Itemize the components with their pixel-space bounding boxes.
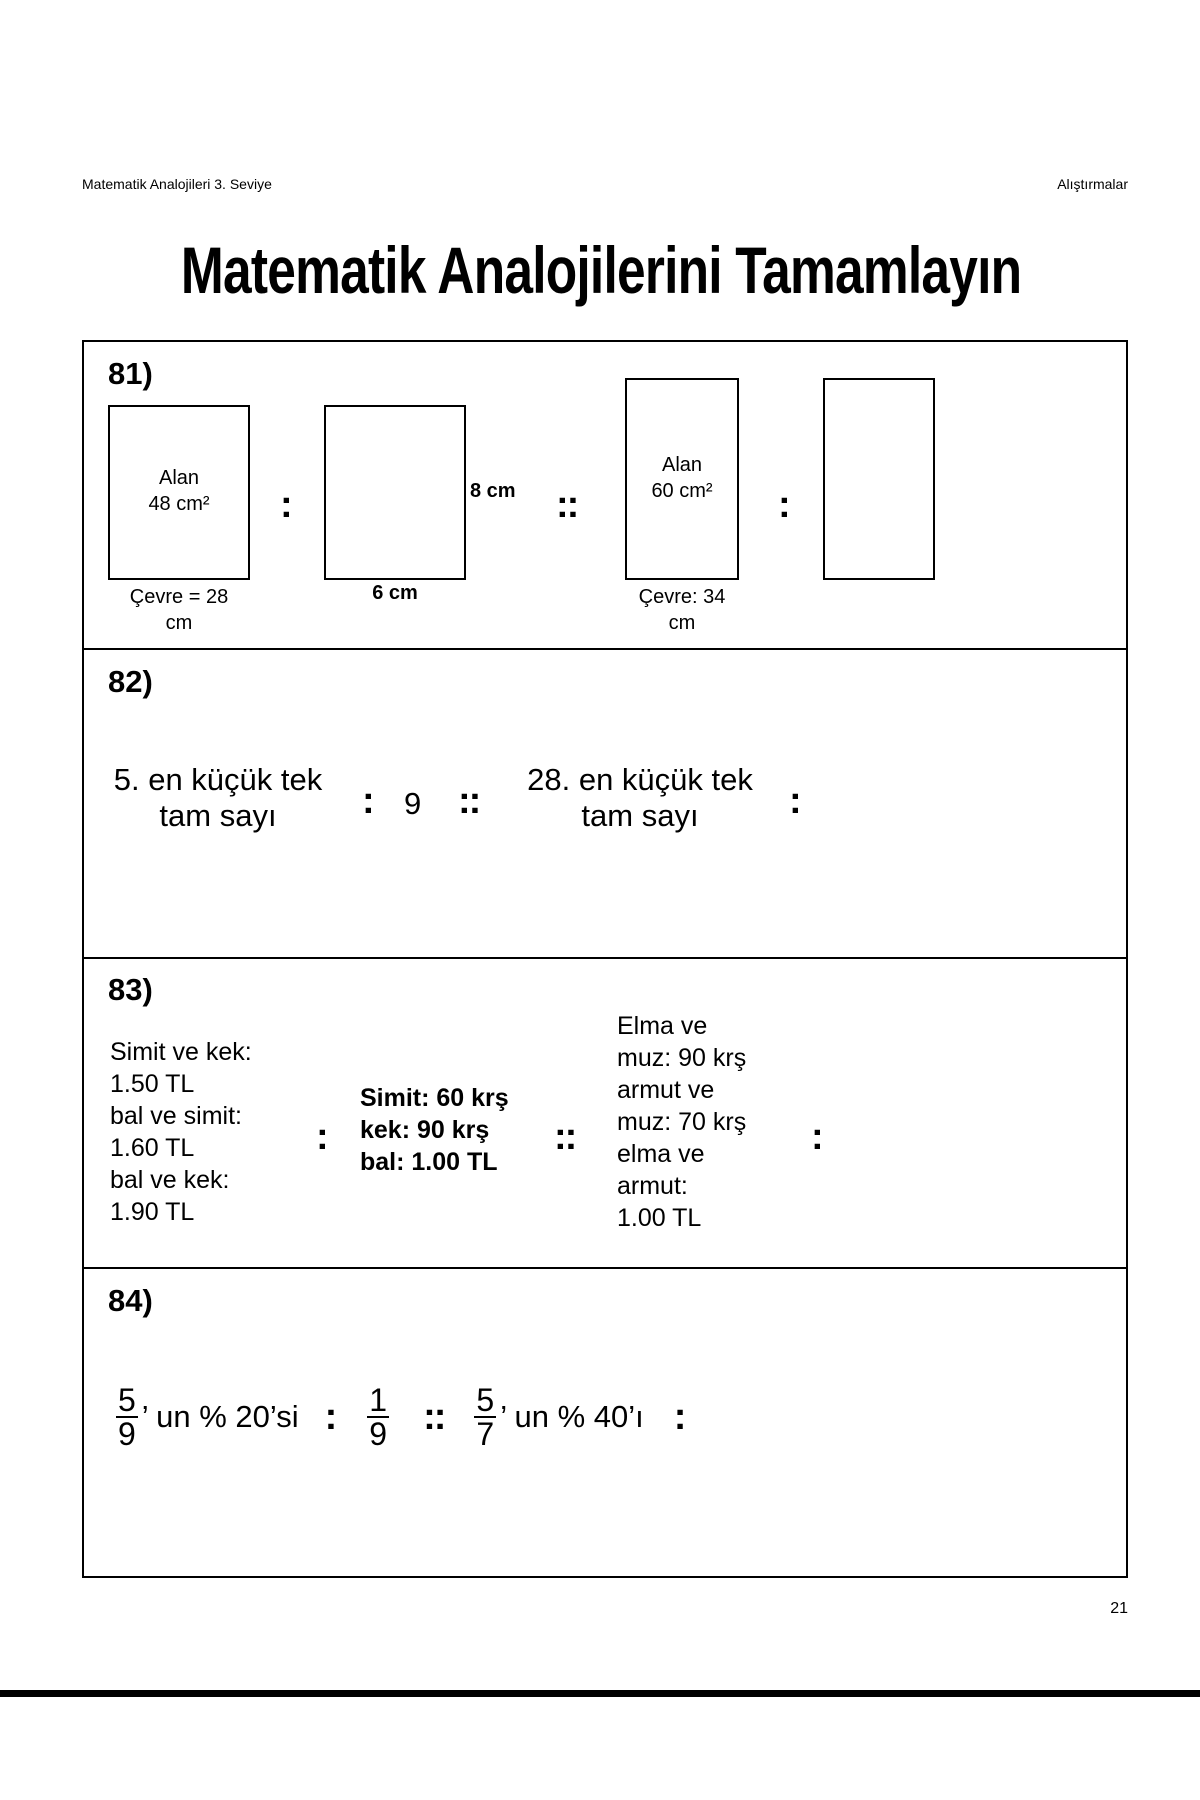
q81-rect1-line1: Alan <box>158 467 200 489</box>
q81-rect1-caption-line2: cm <box>165 612 193 634</box>
q83-left-line: 1.50 TL <box>110 1070 195 1098</box>
bottom-border-line <box>0 1690 1200 1697</box>
q81-proportion: :: <box>556 484 578 526</box>
q83-right-line: Elma ve <box>617 1012 708 1040</box>
question-84-number: 84) <box>108 1283 153 1318</box>
q84-fraction-2-denominator: 9 <box>369 1416 388 1452</box>
q84-expression <box>116 1384 686 1450</box>
q84-fraction-1 <box>116 1384 138 1450</box>
q82-left-line1: 5. en küçük tek <box>113 762 323 797</box>
q82-answer-value: 9 <box>404 786 422 821</box>
q81-answer-rectangle[interactable] <box>823 378 935 580</box>
q83-left-line: bal ve kek: <box>110 1166 230 1194</box>
q82-left-expression <box>102 762 334 834</box>
q82-right-expression <box>520 762 760 834</box>
q83-right-line: muz: 70 krş <box>617 1108 747 1136</box>
page-number: 21 <box>1110 1600 1128 1617</box>
q84-fraction-2-numerator: 1 <box>369 1382 388 1418</box>
q83-left-line: 1.60 TL <box>110 1134 195 1162</box>
q81-rect3-caption <box>620 584 744 636</box>
q83-right-line: armut ve <box>617 1076 715 1104</box>
running-header-right: Alıştırmalar <box>1057 176 1128 192</box>
divider-81-82 <box>82 648 1128 650</box>
q81-rect3-caption-line1: Çevre: 34 <box>638 586 726 608</box>
q81-rectangle-1 <box>108 405 250 580</box>
question-82-number: 82) <box>108 664 153 699</box>
q83-right-list <box>617 1010 746 1234</box>
q81-rectangle-2 <box>324 405 466 580</box>
q83-mid-line: kek: 90 krş <box>360 1116 490 1144</box>
q84-fraction-1-denominator: 9 <box>118 1416 136 1452</box>
q84-fraction-3-numerator: 5 <box>476 1382 495 1418</box>
question-81-number: 81) <box>108 356 153 391</box>
q84-fraction-3 <box>474 1384 496 1450</box>
q82-ratio-1: : <box>362 780 375 822</box>
q83-mid-line: bal: 1.00 TL <box>360 1148 498 1176</box>
q83-right-line: muz: 90 krş <box>617 1044 747 1072</box>
q84-term-3-suffix: ’ un % 40’ı <box>500 1399 644 1434</box>
page-title: Matematik Analojilerini Tamamlayın <box>180 233 1022 307</box>
q83-right-line: armut: <box>617 1172 688 1200</box>
q84-proportion: :: <box>423 1396 445 1438</box>
q81-rect1-caption <box>108 584 250 636</box>
q83-mid-line: Simit: 60 krş <box>360 1084 509 1112</box>
q84-fraction-3-denominator: 7 <box>476 1416 495 1452</box>
divider-82-83 <box>82 957 1128 959</box>
q84-term-1-suffix: ’ un % 20’si <box>141 1399 299 1434</box>
q82-left-line2: tam sayı <box>159 798 277 833</box>
question-83-number: 83) <box>108 972 153 1007</box>
q81-rectangle-3 <box>625 378 739 580</box>
divider-83-84 <box>82 1267 1128 1269</box>
q83-ratio-1: : <box>316 1116 329 1158</box>
q83-proportion: :: <box>554 1116 576 1158</box>
q83-ratio-2: : <box>811 1116 824 1158</box>
q81-ratio-1: : <box>280 484 293 526</box>
q81-rect1-caption-line1: Çevre = 28 <box>129 586 229 608</box>
running-header-left: Matematik Analojileri 3. Seviye <box>82 176 272 192</box>
q83-left-list <box>110 1036 252 1228</box>
q83-left-line: bal ve simit: <box>110 1102 242 1130</box>
q81-rect2-side-label: 8 cm <box>470 480 516 502</box>
q82-proportion: :: <box>458 780 480 822</box>
q83-right-line: 1.00 TL <box>617 1204 702 1232</box>
q81-rect1-line2: 48 cm² <box>148 493 210 515</box>
q83-left-line: Simit ve kek: <box>110 1038 252 1066</box>
q81-ratio-2: : <box>778 484 791 526</box>
q81-rect2-bottom-label: 6 cm <box>372 582 418 604</box>
q83-right-line: elma ve <box>617 1140 705 1168</box>
q82-right-line2: tam sayı <box>581 798 699 833</box>
q84-fraction-2 <box>367 1384 389 1450</box>
q81-rect3-caption-line2: cm <box>668 612 696 634</box>
q84-ratio-1: : <box>324 1396 338 1438</box>
q83-mid-list <box>360 1082 509 1178</box>
q84-ratio-2: : <box>673 1396 687 1438</box>
q81-rect3-line2: 60 cm² <box>651 480 713 502</box>
q82-ratio-2: : <box>789 780 802 822</box>
q81-rect3-line1: Alan <box>661 454 703 476</box>
q82-right-line1: 28. en küçük tek <box>527 762 753 797</box>
q83-left-line: 1.90 TL <box>110 1198 195 1226</box>
q84-fraction-1-numerator: 5 <box>118 1382 136 1418</box>
